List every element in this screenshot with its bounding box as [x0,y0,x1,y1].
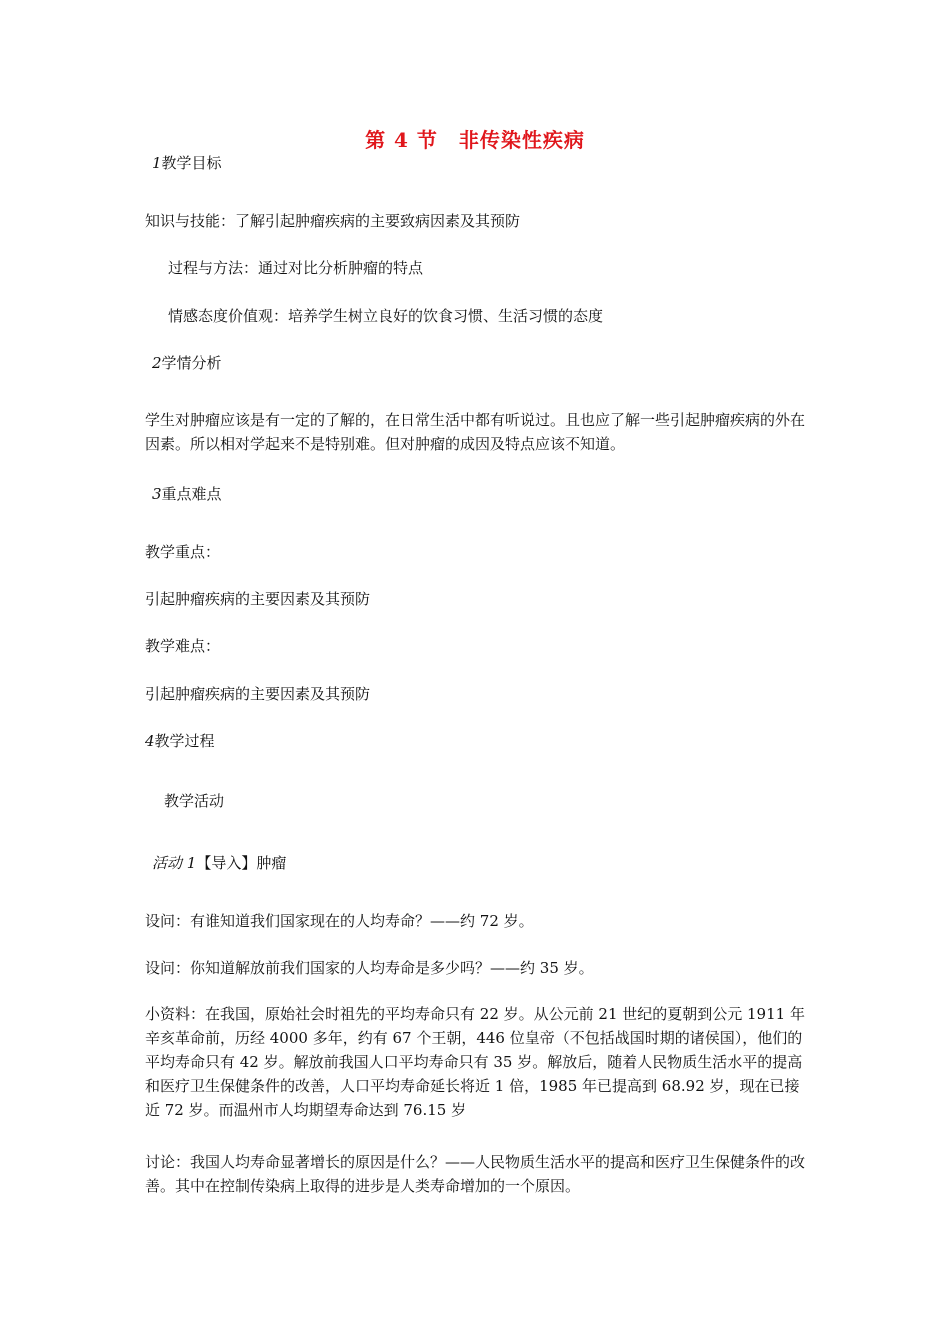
difficult-point-text: 引起肿瘤疾病的主要因素及其预防 [145,685,371,703]
section-number: 4 [145,732,155,750]
section-heading-process [145,730,215,751]
section-label: 重点难点 [161,485,222,503]
goal-emotion: 情感态度价值观：培养学生树立良好的饮食习惯、生活习惯的态度 [168,307,604,325]
goal-knowledge: 知识与技能：了解引起肿瘤疾病的主要致病因素及其预防 [145,212,521,230]
key-point-label: 教学重点： [145,543,221,561]
section-heading-goals [152,152,222,173]
goal-process: 过程与方法：通过对比分析肿瘤的特点 [168,259,424,277]
analysis-paragraph: 学生对肿瘤应该是有一定的了解的，在日常生活中都有听说过。且也应了解一些引起肿瘤疾病的外在因素。所以相对学起来不是特别难。但对肿瘤的成因及特点应该不知道。 [145,411,806,453]
section-label: 教学过程 [154,732,215,750]
question-2: 设问：你知道解放前我们国家的人均寿命是多少吗？——约 35 岁。 [145,959,594,977]
section-number: 2 [152,354,162,372]
section-heading-keypoints [152,483,222,504]
section-label: 学情分析 [161,354,222,372]
section-heading-analysis [152,352,222,373]
section-number: 3 [152,485,162,503]
section-label: 教学目标 [161,154,222,172]
page-title: 第 4 节 非传染性疾病 [365,128,585,152]
activity-1-heading [152,852,286,873]
material-paragraph: 小资料：在我国，原始社会时祖先的平均寿命只有 22 岁。从公元前 21 世纪的夏朝到公元 1911 年辛亥革命前，历经 4000 多年，约有 67 个王朝，446 位皇帝（不包括战国时期的诸侯国），他们的平均寿命只有 42 岁。解放前我国人口平均寿命只有 35 岁。解放后，随着人民物质生活水平的提高和医疗卫生保健条件的改善，人口平均寿命延长将近 1 倍，1985 年已提高到 68.92 岁，现在已接近 72 岁。而温州市人均期望寿命达到 76.15 岁 [145,1005,805,1119]
activity-number: 活动 1 [152,854,197,872]
difficult-point-label: 教学难点： [145,637,221,655]
discussion-paragraph: 讨论：我国人均寿命显著增长的原因是什么？——人民物质生活水平的提高和医疗卫生保健条件的改善。其中在控制传染病上取得的进步是人类寿命增加的一个原因。 [145,1153,806,1195]
question-1: 设问：有谁知道我们国家现在的人均寿命？——约 72 岁。 [145,912,534,930]
section-number: 1 [152,154,162,172]
activities-heading: 教学活动 [164,792,225,810]
key-point-text: 引起肿瘤疾病的主要因素及其预防 [145,590,371,608]
activity-title: 【导入】肿瘤 [196,854,287,872]
